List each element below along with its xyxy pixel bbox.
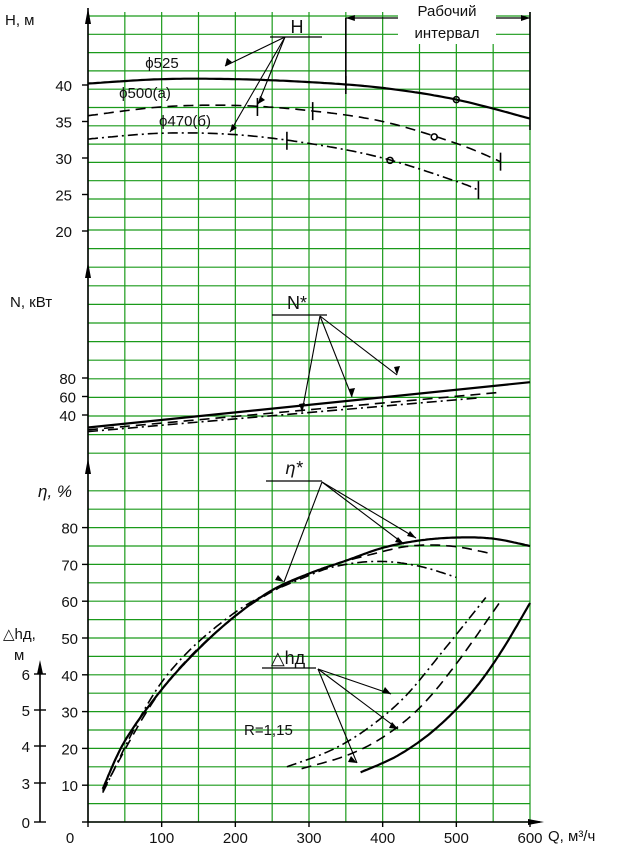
power-axis-label: N, кВт: [10, 294, 53, 311]
npsh-axis-label-1: △hд,: [3, 626, 36, 643]
npsh-pointer-line: [318, 669, 391, 694]
npsh-curve: [302, 601, 501, 768]
power-tick-label: 60: [59, 389, 76, 407]
efficiency-tick-label: 60: [61, 594, 78, 612]
x-tick-label: 600: [517, 830, 543, 847]
x-tick-label: 0: [65, 830, 75, 847]
power-pointer-label: N*: [286, 293, 308, 313]
efficiency-tick-label: 40: [61, 667, 78, 685]
y-axis-arrow: [85, 458, 91, 474]
x-tick-label: 100: [149, 830, 175, 847]
efficiency-tick-label: 20: [61, 741, 78, 759]
head-series-label: ϕ500(а): [119, 85, 171, 102]
efficiency-pointer-arrowhead: [407, 531, 416, 538]
head-tick-label: 20: [55, 224, 72, 241]
npsh-tick-label: 5: [21, 703, 30, 720]
efficiency-tick-label: 80: [61, 520, 78, 538]
efficiency-curve: [103, 561, 457, 792]
npsh-tick-label: 3: [21, 776, 30, 793]
x-tick-label: 300: [296, 830, 322, 847]
labels: [3, 3, 595, 847]
npsh-pointer-label: △hд: [270, 648, 306, 668]
npsh-tick-label: 6: [21, 667, 30, 684]
npsh-tick-label: 4: [21, 739, 30, 756]
working-range-label-1: Рабочий: [417, 3, 477, 20]
efficiency-curve: [103, 537, 530, 789]
axes: [34, 8, 544, 827]
head-axis-label: H, м: [5, 12, 35, 29]
x-tick-label: 200: [222, 830, 248, 847]
npsh-tick-label: 0: [21, 815, 30, 832]
power-tick-label: 40: [59, 408, 76, 425]
working-range-label-2: интервал: [414, 25, 480, 42]
efficiency-tick-label: 70: [61, 557, 78, 575]
head-tick-label: 30: [55, 151, 72, 168]
npsh-curve: [361, 603, 530, 772]
head-tick-label: 35: [55, 114, 72, 132]
npsh-axis-arrow: [37, 660, 43, 674]
head-pointer-line: [230, 37, 285, 132]
head-tick-label: 25: [55, 187, 72, 205]
efficiency-axis-label: η, %: [38, 482, 72, 501]
efficiency-tick-label: 10: [61, 778, 78, 796]
head-tick-label: 40: [55, 78, 72, 95]
efficiency-pointer-label: η*: [285, 458, 303, 478]
head-pointer-arrowhead: [258, 96, 265, 104]
head-pointer-label: H: [290, 17, 304, 37]
power-tick-label: 80: [59, 371, 76, 388]
x-tick-label: 500: [443, 830, 469, 847]
x-tick-label: 400: [370, 830, 396, 847]
x-axis-label: Q, м³/ч: [548, 828, 596, 845]
efficiency-pointer-line: [284, 482, 322, 582]
efficiency-tick-label: 50: [61, 631, 78, 648]
head-series-label: ϕ525: [145, 55, 179, 72]
efficiency-tick-label: 30: [61, 704, 78, 722]
head-series-label: ϕ470(б): [158, 113, 212, 130]
efficiency-pointer-arrowhead: [275, 575, 284, 582]
npsh-axis-label-2: м: [14, 647, 25, 664]
npsh-note: R=1,15: [244, 722, 293, 739]
npsh-pointer-arrowhead: [382, 687, 391, 694]
y-axis-arrow: [85, 262, 91, 278]
